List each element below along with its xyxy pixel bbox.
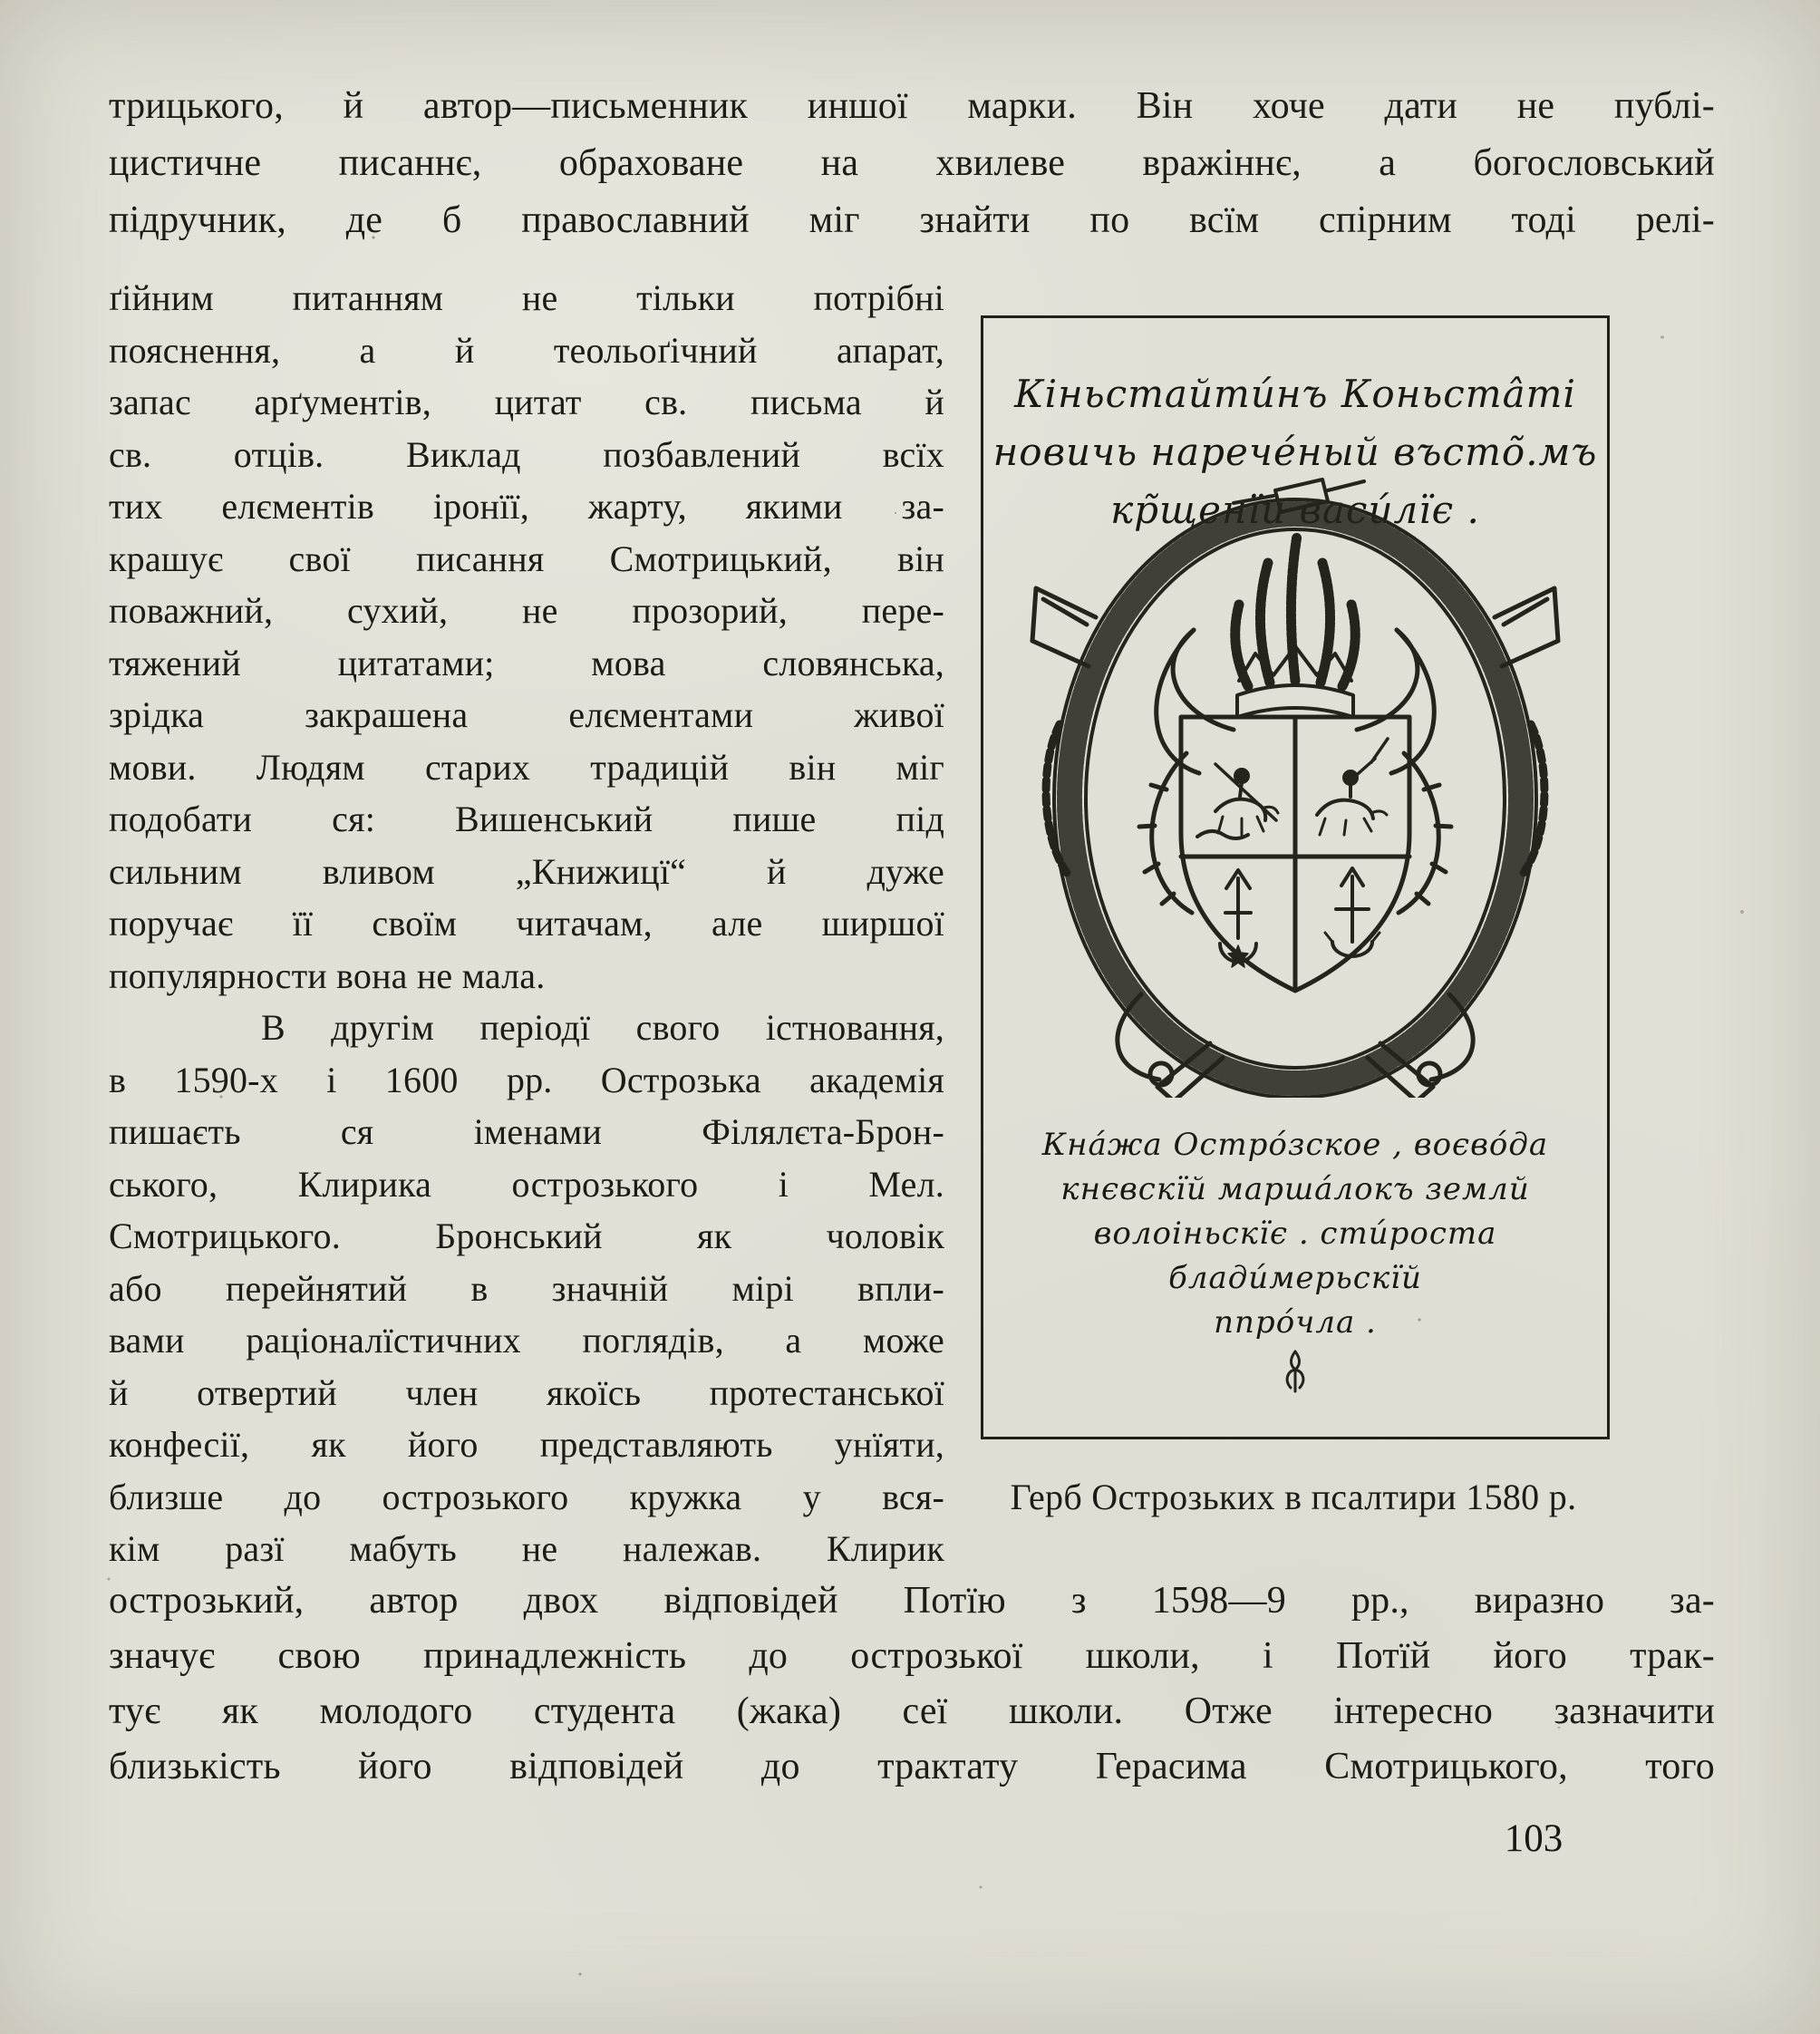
text-line: мови. Людям старих традицій він міг <box>109 746 944 788</box>
text-line: близькість його відповідей до трактату Герасима Смотрицького, того <box>109 1746 1715 1787</box>
text-line: цистичне писаннє, обраховане на хвилеве вражіннє, а богословський <box>109 142 1715 184</box>
text-line-paragraph-start: В другім періодї свого істновання, <box>261 1007 944 1048</box>
text-line: популярности вона не мала. <box>109 954 546 996</box>
text-line: значує свою принадлежність до острозької школи, і Потїй його трак- <box>109 1635 1715 1677</box>
text-line: конфесії, як його представляють унїяти, <box>109 1424 944 1465</box>
quarter-pogonia-rider <box>1317 739 1388 835</box>
handwritten-line: новичь нарече́ный въсто̃.мъ <box>992 430 1598 474</box>
handwritten-inscription-bottom <box>983 1123 1607 1345</box>
handwritten-line: блади́мерьскїй <box>1168 1260 1422 1296</box>
text-line: крашує свої писання Смотрицький, він <box>109 538 944 579</box>
text-line: й отвертий член якоїсь протестанської <box>109 1371 944 1413</box>
printer-flourish-ornament <box>983 1348 1607 1400</box>
text-line: тяжений цитатами; мова словянська, <box>109 642 944 683</box>
bottom-paragraph <box>109 1574 1715 1795</box>
text-line: Смотрицького. Бронський як чоловік <box>109 1216 944 1256</box>
text-line: ґійним питанням не тільки потрібні <box>109 277 944 318</box>
figure-frame <box>981 315 1610 1439</box>
text-line: св. отців. Виклад позбавлений всїх <box>109 433 944 475</box>
quarter-anchor <box>1325 868 1380 956</box>
text-line: пояснення, а й теольоґічний апарат, <box>109 329 944 371</box>
text-line: поручає її своїм читачам, але ширшої <box>109 903 944 944</box>
text-line: пишаєть ся іменами Філялєта-Брон- <box>109 1111 944 1152</box>
text-line: подобати ся: Вишенський пише під <box>109 799 944 839</box>
handwritten-line: кр̃щенїи васи́лїє . <box>1110 488 1480 532</box>
text-line: або перейнятий в значній мірі впли- <box>109 1267 944 1309</box>
ostrozki-coat-of-arms-emblem <box>1005 452 1585 1098</box>
text-line: запас арґументів, цитат св. письма й <box>109 382 944 422</box>
figure-caption: Герб Острозьких в псалтири 1580 р. <box>1010 1477 1577 1517</box>
text-line: тих елєментів іронїї, жарту, якими за- <box>109 486 944 527</box>
text-line: острозький, автор двох відповідей Потїю з 1598—9 рр., виразно за- <box>109 1580 1715 1622</box>
text-line: в 1590-х і 1600 рр. Острозька академія <box>109 1059 944 1100</box>
handwritten-line: Кна́жа Остро́зское , воєво́да <box>1041 1127 1549 1163</box>
text-line: кім разї мабуть не належав. Клирик <box>109 1528 944 1569</box>
text-line: ського, Клирика острозького і Мел. <box>109 1163 944 1205</box>
text-line: близше до острозького кружка у вся- <box>109 1476 944 1517</box>
text-line: підручник, де б православний міг знайти по всїм спірним тоді релі- <box>109 199 1715 241</box>
ostrich-plumes <box>1235 536 1355 686</box>
quarter-arrow-star <box>1220 870 1256 967</box>
text-line: поважний, сухий, не прозорий, пере- <box>109 590 944 631</box>
top-paragraph <box>109 78 1715 249</box>
handwritten-line: кнєвскїй марша́локъ землй <box>1060 1171 1530 1207</box>
text-line: тує як молодого студента (жака) сеї школи. Отже інтересно зазначити <box>109 1690 1715 1732</box>
text-line: трицького, й автор—письменник иншої марки. Він хоче дати не публі- <box>109 85 1715 127</box>
handwritten-line: волоіньскїє . сти́роста <box>1093 1216 1497 1252</box>
text-line: сильним вливом „Книжицї“ й дуже <box>109 850 944 892</box>
quarter-st-george <box>1197 764 1278 838</box>
left-text-column <box>109 272 944 1575</box>
handwritten-line: Кіньстайти́нъ Коньста̂ті <box>1014 372 1576 416</box>
page-number: 103 <box>1504 1817 1563 1860</box>
text-line: вами раціоналїстичних поглядів, а може <box>109 1320 944 1361</box>
handwritten-line: ппро́чла . <box>1214 1304 1377 1341</box>
text-line: зрідка закрашена елєментами живої <box>109 694 944 735</box>
